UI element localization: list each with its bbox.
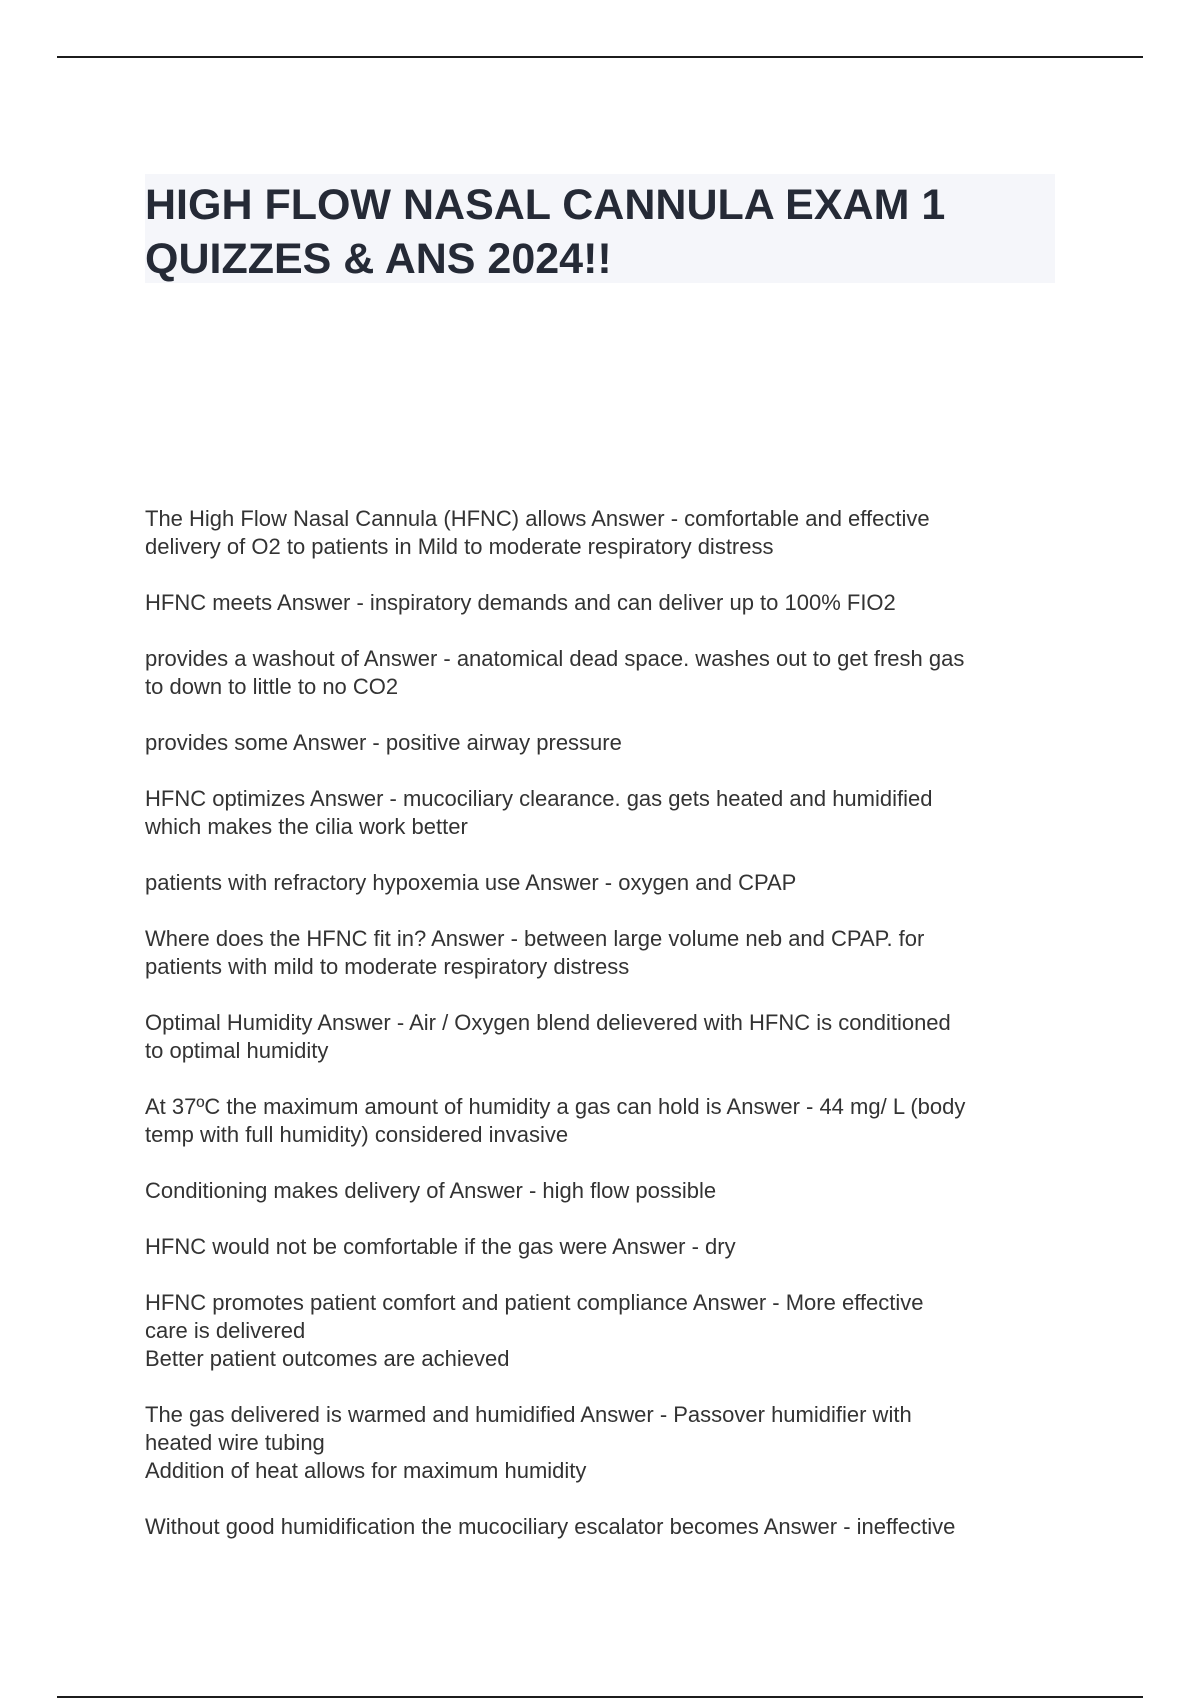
qa-item <box>145 1177 1065 1205</box>
qa-item-line: provides a washout of Answer - anatomical dead space. washes out to get fresh gas <box>145 646 965 671</box>
top-rule <box>57 56 1143 58</box>
qa-item-line: Optimal Humidity Answer - Air / Oxygen blend delievered with HFNC is conditioned <box>145 1010 951 1035</box>
qa-item-line: heated wire tubing <box>145 1430 325 1455</box>
qa-item-line: patients with refractory hypoxemia use Answer - oxygen and CPAP <box>145 870 797 895</box>
page-title <box>145 174 1055 286</box>
qa-item <box>145 645 1065 701</box>
qa-item-line: to optimal humidity <box>145 1038 329 1063</box>
bottom-rule <box>57 1696 1143 1698</box>
qa-item-line: The High Flow Nasal Cannula (HFNC) allows Answer - comfortable and effective <box>145 506 930 531</box>
qa-item-line: The gas delivered is warmed and humidified Answer - Passover humidifier with <box>145 1402 912 1427</box>
qa-item <box>145 925 1065 981</box>
qa-item <box>145 1289 1065 1373</box>
qa-item-line: Addition of heat allows for maximum humidity <box>145 1458 587 1483</box>
qa-item <box>145 1233 1065 1261</box>
qa-item-line: provides some Answer - positive airway pressure <box>145 730 622 755</box>
qa-item-line: HFNC optimizes Answer - mucociliary clearance. gas gets heated and humidified <box>145 786 933 811</box>
qa-item-line: HFNC promotes patient comfort and patient compliance Answer - More effective <box>145 1290 924 1315</box>
qa-item-line: At 37ºC the maximum amount of humidity a gas can hold is Answer - 44 mg/ L (body <box>145 1094 966 1119</box>
title-line: QUIZZES & ANS 2024!! <box>145 235 612 283</box>
qa-item <box>145 1513 1065 1541</box>
qa-item-line: Where does the HFNC fit in? Answer - between large volume neb and CPAP. for <box>145 926 925 951</box>
qa-item-line: Conditioning makes delivery of Answer - high flow possible <box>145 1178 717 1203</box>
qa-item <box>145 1401 1065 1485</box>
title-block <box>145 174 1055 283</box>
qa-item-line: Better patient outcomes are achieved <box>145 1346 510 1371</box>
qa-item <box>145 505 1065 561</box>
qa-item <box>145 785 1065 841</box>
qa-item-line: Without good humidification the mucociliary escalator becomes Answer - ineffective <box>145 1514 956 1539</box>
qa-item-line: HFNC would not be comfortable if the gas were Answer - dry <box>145 1234 736 1259</box>
qa-item-line: which makes the cilia work better <box>145 814 468 839</box>
qa-item-line: HFNC meets Answer - inspiratory demands and can deliver up to 100% FIO2 <box>145 590 896 615</box>
qa-item <box>145 869 1065 897</box>
qa-item <box>145 729 1065 757</box>
qa-item-line: to down to little to no CO2 <box>145 674 399 699</box>
title-line: HIGH FLOW NASAL CANNULA EXAM 1 <box>145 181 946 229</box>
qa-item-line: patients with mild to moderate respiratory distress <box>145 954 630 979</box>
qa-item <box>145 1093 1065 1149</box>
qa-item <box>145 1009 1065 1065</box>
qa-item-line: care is delivered <box>145 1318 306 1343</box>
qa-list <box>145 505 1065 1569</box>
qa-item-line: temp with full humidity) considered invasive <box>145 1122 569 1147</box>
qa-item-line: delivery of O2 to patients in Mild to moderate respiratory distress <box>145 534 774 559</box>
qa-item <box>145 589 1065 617</box>
